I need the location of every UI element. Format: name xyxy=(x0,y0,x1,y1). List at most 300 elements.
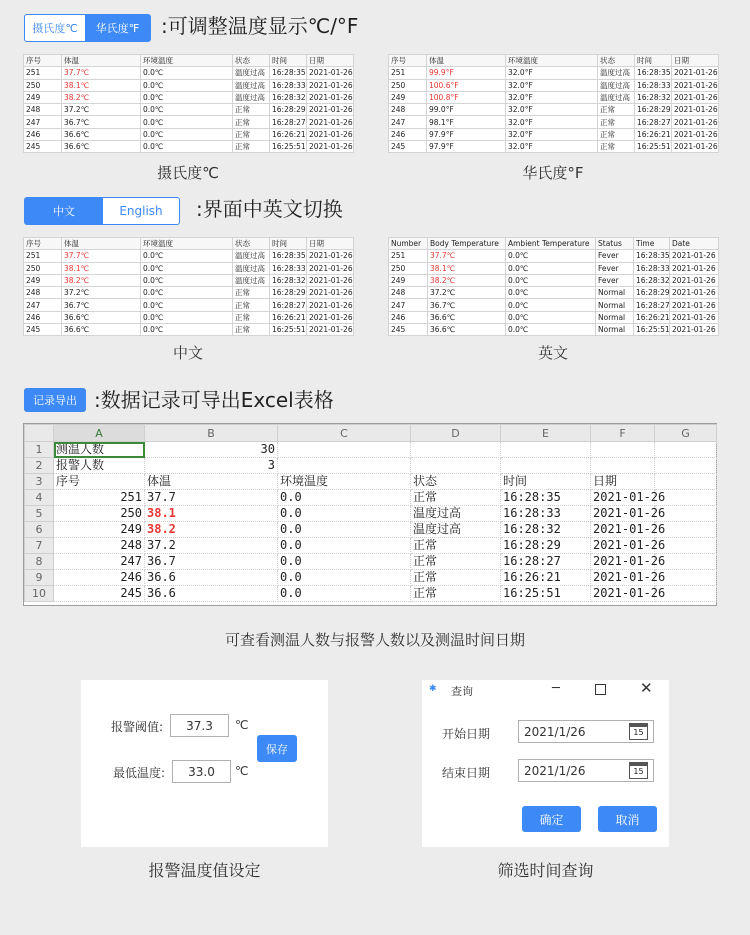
table-cell: 250 xyxy=(389,262,428,274)
sheet-cell[interactable]: 报警人数 xyxy=(54,458,145,474)
sheet-cell[interactable]: 2021-01-26 xyxy=(591,490,655,506)
start-date-label: 开始日期 xyxy=(442,727,491,741)
sheet-cell[interactable]: 249 xyxy=(54,522,145,538)
alarm-settings-panel xyxy=(81,680,328,847)
table-cell: 245 xyxy=(389,141,427,153)
table-cell: 2021-01-26 xyxy=(307,128,354,140)
start-date-value: 2021/1/26 xyxy=(524,724,586,739)
sheet-cell[interactable]: 环境温度 xyxy=(278,474,411,490)
table-cell: 38.2℃ xyxy=(62,274,141,286)
table-cell: 249 xyxy=(24,274,62,286)
table-row[interactable] xyxy=(389,104,719,116)
table-header: 环境温度 xyxy=(141,238,233,250)
table-row[interactable] xyxy=(389,299,719,311)
sheet-cell[interactable] xyxy=(278,442,411,458)
table-cell: 36.6℃ xyxy=(428,324,506,336)
sheet-cell[interactable]: 250 xyxy=(54,506,145,522)
sheet-cell[interactable]: 248 xyxy=(54,538,145,554)
table-row[interactable] xyxy=(24,274,354,286)
table-row[interactable] xyxy=(24,299,354,311)
table-cell: Normal xyxy=(596,299,634,311)
chinese-caption: 中文 xyxy=(172,344,203,362)
sheet-cell[interactable]: 16:28:35 xyxy=(501,490,591,506)
table-row[interactable] xyxy=(389,287,719,299)
sheet-cell[interactable]: 0.0 xyxy=(278,538,411,554)
sheet-cell[interactable]: 序号 xyxy=(54,474,145,490)
table-cell: 正常 xyxy=(598,128,635,140)
sheet-cell[interactable]: 2021-01-26 xyxy=(591,586,655,602)
table-cell: 97.9°F xyxy=(427,141,506,153)
sheet-cell[interactable]: 37.7 xyxy=(145,490,278,506)
export-heading: :数据记录可导出Excel表格 xyxy=(94,388,334,412)
table-cell: 247 xyxy=(24,116,62,128)
table-cell: 246 xyxy=(24,311,62,323)
table-cell: 245 xyxy=(24,324,62,336)
sheet-cell[interactable] xyxy=(655,474,717,490)
sheet-cell[interactable]: 2021-01-26 xyxy=(591,554,655,570)
row-header[interactable]: 2 xyxy=(25,458,54,474)
table-cell: 32.0°F xyxy=(506,116,598,128)
end-date-label: 结束日期 xyxy=(442,766,491,780)
table-cell: 250 xyxy=(24,79,62,91)
table-cell: 37.2℃ xyxy=(428,287,506,299)
sheet-cell[interactable]: 温度过高 xyxy=(411,522,501,538)
sheet-cell[interactable]: 2021-01-26 xyxy=(591,570,655,586)
min-temp-input[interactable] xyxy=(172,760,231,783)
sheet-cell[interactable]: 正常 xyxy=(411,554,501,570)
table-cell: 2021-01-26 xyxy=(670,324,719,336)
table-cell: 16:28:33 xyxy=(635,79,672,91)
column-header[interactable]: A xyxy=(54,425,145,442)
table-row[interactable] xyxy=(24,262,354,274)
table-cell: 16:28:29 xyxy=(270,287,307,299)
table-header: Body Temperature xyxy=(428,238,506,250)
table-cell: 2021-01-26 xyxy=(307,324,354,336)
table-cell: 36.7℃ xyxy=(62,299,141,311)
table-cell: 251 xyxy=(389,67,427,79)
sheet-cell[interactable]: 状态 xyxy=(411,474,501,490)
min-temp-unit: ℃ xyxy=(235,764,249,778)
table-row[interactable] xyxy=(389,67,719,79)
table-cell: 0.0℃ xyxy=(141,324,233,336)
sheet-cell[interactable]: 正常 xyxy=(411,570,501,586)
table-cell: 32.0°F xyxy=(506,67,598,79)
table-header: Time xyxy=(634,238,670,250)
table-header: 体温 xyxy=(427,55,506,67)
table-cell: 0.0℃ xyxy=(506,274,596,286)
sheet-cell[interactable]: 245 xyxy=(54,586,145,602)
sheet-cell[interactable]: 38.2 xyxy=(145,522,278,538)
table-row[interactable] xyxy=(389,324,719,336)
sheet-cell[interactable]: 测温人数 xyxy=(54,442,145,458)
table-cell: 16:28:27 xyxy=(635,116,672,128)
table-cell: 0.0℃ xyxy=(506,262,596,274)
sheet-row xyxy=(25,522,717,538)
table-cell: 16:28:35 xyxy=(270,67,307,79)
sheet-cell[interactable]: 0.0 xyxy=(278,490,411,506)
row-header[interactable]: 4 xyxy=(25,490,54,506)
sheet-cell[interactable]: 3 xyxy=(145,458,278,474)
table-cell: 0.0℃ xyxy=(141,274,233,286)
close-icon[interactable]: ✕ xyxy=(640,679,653,697)
table-cell: 2021-01-26 xyxy=(672,79,719,91)
fahrenheit-toggle-button[interactable]: 华氏度℉ xyxy=(85,15,150,41)
row-header[interactable]: 3 xyxy=(25,474,54,490)
language-toggle xyxy=(24,197,180,225)
sheet-cell[interactable]: 30 xyxy=(145,442,278,458)
confirm-button[interactable]: 确定 xyxy=(522,806,581,832)
sheet-cell[interactable]: 16:26:21 xyxy=(501,570,591,586)
table-cell: 16:28:27 xyxy=(270,116,307,128)
table-header: 序号 xyxy=(24,55,62,67)
table-row[interactable] xyxy=(389,91,719,103)
chinese-toggle-button[interactable]: 中文 xyxy=(25,198,103,224)
sheet-cell[interactable]: 38.1 xyxy=(145,506,278,522)
table-cell: 2021-01-26 xyxy=(307,274,354,286)
table-row[interactable] xyxy=(389,141,719,153)
table-cell: 16:26:21 xyxy=(635,128,672,140)
table-cell: 37.7℃ xyxy=(62,250,141,262)
sheet-cell[interactable]: 16:25:51 xyxy=(501,586,591,602)
table-cell: 正常 xyxy=(233,287,270,299)
table-cell: 2021-01-26 xyxy=(307,141,354,153)
table-cell: 16:28:32 xyxy=(634,274,670,286)
sheet-cell[interactable]: 36.6 xyxy=(145,570,278,586)
table-cell: 2021-01-26 xyxy=(307,262,354,274)
threshold-label: 报警阈值: xyxy=(111,720,164,734)
table-cell: 246 xyxy=(389,311,428,323)
sheet-cell[interactable] xyxy=(591,458,655,474)
table-cell: 正常 xyxy=(598,104,635,116)
sheet-cell[interactable]: 日期 xyxy=(591,474,655,490)
table-cell: 0.0℃ xyxy=(141,287,233,299)
min-temp-value: 33.0 xyxy=(188,764,215,779)
excel-sheet xyxy=(23,423,717,606)
table-cell: 16:28:27 xyxy=(270,299,307,311)
cancel-button[interactable]: 取消 xyxy=(598,806,657,832)
unit-heading: :可调整温度显示℃/°F xyxy=(161,14,359,38)
query-caption: 筛选时间查询 xyxy=(497,861,594,880)
sheet-row xyxy=(25,554,717,570)
end-date-value: 2021/1/26 xyxy=(524,763,586,778)
sheet-cell[interactable]: 0.0 xyxy=(278,570,411,586)
row-header[interactable]: 7 xyxy=(25,538,54,554)
table-cell: 16:28:32 xyxy=(635,91,672,103)
table-cell: 0.0℃ xyxy=(506,299,596,311)
row-header[interactable]: 9 xyxy=(25,570,54,586)
sheet-cell[interactable] xyxy=(501,458,591,474)
sheet-cell[interactable] xyxy=(655,442,717,458)
celsius-toggle-button[interactable]: 摄氏度℃ xyxy=(32,22,78,35)
threshold-unit: ℃ xyxy=(235,718,249,732)
table-cell: 16:28:35 xyxy=(270,250,307,262)
table-cell: 246 xyxy=(24,128,62,140)
table-cell: 0.0℃ xyxy=(141,299,233,311)
table-cell: 16:28:29 xyxy=(635,104,672,116)
table-cell: 38.1℃ xyxy=(428,262,506,274)
sheet-cell[interactable]: 0.0 xyxy=(278,506,411,522)
table-cell: 245 xyxy=(389,324,428,336)
sheet-cell[interactable]: 正常 xyxy=(411,490,501,506)
table-cell: 248 xyxy=(389,287,428,299)
table-cell: 248 xyxy=(24,104,62,116)
column-header[interactable]: F xyxy=(591,425,655,442)
column-header[interactable]: B xyxy=(145,425,278,442)
sheet-cell[interactable]: 0.0 xyxy=(278,554,411,570)
table-cell: Normal xyxy=(596,311,634,323)
threshold-input[interactable] xyxy=(170,714,229,737)
table-cell: 2021-01-26 xyxy=(307,104,354,116)
english-table xyxy=(388,237,719,336)
table-cell: 249 xyxy=(389,91,427,103)
sheet-cell[interactable]: 16:28:27 xyxy=(501,554,591,570)
sheet-cell[interactable]: 2021-01-26 xyxy=(591,506,655,522)
table-cell: 正常 xyxy=(598,141,635,153)
table-cell: 0.0℃ xyxy=(141,141,233,153)
table-cell: 99.0°F xyxy=(427,104,506,116)
sheet-row xyxy=(25,538,717,554)
table-row[interactable] xyxy=(389,311,719,323)
table-cell: 16:28:33 xyxy=(634,262,670,274)
query-dialog xyxy=(422,680,669,847)
table-cell: 温度过高 xyxy=(598,79,635,91)
table-cell: 0.0℃ xyxy=(141,67,233,79)
table-cell: 温度过高 xyxy=(233,262,270,274)
table-row[interactable] xyxy=(24,250,354,262)
table-cell: 16:25:51 xyxy=(270,141,307,153)
table-cell: 249 xyxy=(389,274,428,286)
row-header[interactable]: 8 xyxy=(25,554,54,570)
english-caption: 英文 xyxy=(537,344,568,362)
table-cell: 0.0℃ xyxy=(141,116,233,128)
app-icon: ✱ xyxy=(429,684,437,694)
table-cell: 温度过高 xyxy=(233,67,270,79)
table-cell: 38.2℃ xyxy=(62,91,141,103)
sheet-cell[interactable]: 16:28:32 xyxy=(501,522,591,538)
table-header: 状态 xyxy=(233,238,270,250)
table-cell: 36.7℃ xyxy=(428,299,506,311)
table-cell: 0.0℃ xyxy=(506,287,596,299)
sheet-row xyxy=(25,506,717,522)
table-row[interactable] xyxy=(389,250,719,262)
table-row[interactable] xyxy=(24,141,354,153)
table-cell: 16:28:32 xyxy=(270,274,307,286)
table-row[interactable] xyxy=(24,79,354,91)
column-header[interactable]: E xyxy=(501,425,591,442)
calendar-icon[interactable] xyxy=(629,762,648,779)
table-row[interactable] xyxy=(24,104,354,116)
table-cell: 2021-01-26 xyxy=(670,262,719,274)
table-cell: 16:28:33 xyxy=(270,262,307,274)
table-cell: 38.2℃ xyxy=(428,274,506,286)
table-cell: 16:26:21 xyxy=(270,311,307,323)
maximize-icon[interactable] xyxy=(595,684,606,695)
table-header: 日期 xyxy=(672,55,719,67)
table-cell: 0.0℃ xyxy=(141,79,233,91)
save-button[interactable]: 保存 xyxy=(257,735,297,762)
unit-toggle xyxy=(24,14,151,42)
table-cell: 2021-01-26 xyxy=(670,299,719,311)
sheet-cell[interactable]: 0.0 xyxy=(278,522,411,538)
sheet-cell[interactable]: 体温 xyxy=(145,474,278,490)
column-header[interactable]: D xyxy=(411,425,501,442)
table-header: 环境温度 xyxy=(506,55,598,67)
table-cell: 正常 xyxy=(233,311,270,323)
row-header[interactable]: 10 xyxy=(25,586,54,602)
table-row[interactable] xyxy=(24,91,354,103)
table-cell: 正常 xyxy=(233,141,270,153)
table-row[interactable] xyxy=(24,116,354,128)
calendar-day: 15 xyxy=(633,728,644,737)
english-toggle-button[interactable]: English xyxy=(119,204,163,218)
sheet-cell[interactable]: 36.6 xyxy=(145,586,278,602)
sheet-cell[interactable] xyxy=(411,458,501,474)
table-header: 日期 xyxy=(307,55,354,67)
row-header[interactable]: 1 xyxy=(25,442,54,458)
table-cell: 2021-01-26 xyxy=(307,91,354,103)
table-cell: 2021-01-26 xyxy=(672,141,719,153)
table-cell: 16:25:51 xyxy=(635,141,672,153)
table-header: 状态 xyxy=(233,55,270,67)
table-cell: 2021-01-26 xyxy=(307,287,354,299)
table-cell: 正常 xyxy=(233,104,270,116)
table-cell: 2021-01-26 xyxy=(307,116,354,128)
table-cell: 250 xyxy=(389,79,427,91)
row-header[interactable]: 6 xyxy=(25,522,54,538)
table-cell: 16:25:51 xyxy=(634,324,670,336)
table-cell: 2021-01-26 xyxy=(670,287,719,299)
sheet-cell[interactable] xyxy=(591,442,655,458)
table-cell: 32.0°F xyxy=(506,104,598,116)
table-cell: 245 xyxy=(24,141,62,153)
table-header: 体温 xyxy=(62,55,141,67)
table-header: 序号 xyxy=(24,238,62,250)
table-header: Date xyxy=(670,238,719,250)
table-cell: 温度过高 xyxy=(233,91,270,103)
table-cell: 0.0℃ xyxy=(141,250,233,262)
table-cell: 32.0°F xyxy=(506,128,598,140)
sheet-cell[interactable]: 正常 xyxy=(411,586,501,602)
select-all-corner[interactable] xyxy=(25,425,54,442)
table-cell: 正常 xyxy=(233,324,270,336)
table-header: Number xyxy=(389,238,428,250)
table-cell: 98.1°F xyxy=(427,116,506,128)
threshold-value: 37.3 xyxy=(186,718,213,733)
sheet-cell[interactable]: 246 xyxy=(54,570,145,586)
sheet-cell[interactable]: 247 xyxy=(54,554,145,570)
table-row[interactable] xyxy=(24,311,354,323)
table-cell: 2021-01-26 xyxy=(670,250,719,262)
sheet-cell[interactable]: 36.7 xyxy=(145,554,278,570)
table-cell: 2021-01-26 xyxy=(307,67,354,79)
sheet-cell[interactable]: 0.0 xyxy=(278,586,411,602)
table-cell: 32.0°F xyxy=(506,79,598,91)
table-header: Status xyxy=(596,238,634,250)
table-row[interactable] xyxy=(389,79,719,91)
table-cell: 248 xyxy=(389,104,427,116)
table-cell: 0.0℃ xyxy=(506,324,596,336)
sheet-cell[interactable]: 16:28:29 xyxy=(501,538,591,554)
sheet-cell[interactable]: 37.2 xyxy=(145,538,278,554)
table-cell: Fever xyxy=(596,250,634,262)
table-cell: Fever xyxy=(596,274,634,286)
sheet-cell[interactable] xyxy=(501,442,591,458)
sheet-cell[interactable] xyxy=(655,458,717,474)
table-row[interactable] xyxy=(24,128,354,140)
minimize-icon[interactable]: ─ xyxy=(552,681,560,696)
table-cell: 2021-01-26 xyxy=(672,67,719,79)
table-cell: 247 xyxy=(389,299,428,311)
table-cell: 37.2℃ xyxy=(62,287,141,299)
table-row[interactable] xyxy=(24,324,354,336)
sheet-cell[interactable]: 2021-01-26 xyxy=(591,522,655,538)
sheet-cell[interactable]: 正常 xyxy=(411,538,501,554)
calendar-icon[interactable] xyxy=(629,723,648,740)
table-row[interactable] xyxy=(389,274,719,286)
row-header[interactable]: 5 xyxy=(25,506,54,522)
table-cell: 251 xyxy=(24,250,62,262)
table-cell: 247 xyxy=(24,299,62,311)
table-cell: 36.7℃ xyxy=(62,116,141,128)
table-row[interactable] xyxy=(24,67,354,79)
table-row[interactable] xyxy=(389,128,719,140)
sheet-cell[interactable] xyxy=(411,442,501,458)
table-cell: 2021-01-26 xyxy=(307,79,354,91)
sheet-cell[interactable]: 时间 xyxy=(501,474,591,490)
table-cell: 100.6°F xyxy=(427,79,506,91)
table-row[interactable] xyxy=(389,116,719,128)
table-cell: 温度过高 xyxy=(598,67,635,79)
fahrenheit-caption: 华氏度°F xyxy=(522,164,584,182)
table-cell: 正常 xyxy=(233,116,270,128)
sheet-cell[interactable]: 251 xyxy=(54,490,145,506)
table-cell: 2021-01-26 xyxy=(670,274,719,286)
table-cell: 2021-01-26 xyxy=(672,128,719,140)
excel-caption: 可查看测温人数与报警人数以及测温时间日期 xyxy=(224,631,525,649)
table-header: 体温 xyxy=(62,238,141,250)
column-header[interactable]: G xyxy=(655,425,717,442)
table-row[interactable] xyxy=(389,262,719,274)
table-cell: 248 xyxy=(24,287,62,299)
table-cell: 2021-01-26 xyxy=(672,116,719,128)
table-cell: 正常 xyxy=(233,128,270,140)
table-header: 状态 xyxy=(598,55,635,67)
table-cell: 16:28:29 xyxy=(270,104,307,116)
chinese-table xyxy=(23,237,354,336)
table-cell: 36.6℃ xyxy=(62,141,141,153)
table-cell: 251 xyxy=(389,250,428,262)
sheet-cell[interactable]: 2021-01-26 xyxy=(591,538,655,554)
dialog-title: 查询 xyxy=(451,685,473,698)
min-temp-label: 最低温度: xyxy=(113,766,166,780)
table-header: 日期 xyxy=(307,238,354,250)
column-header[interactable]: C xyxy=(278,425,411,442)
table-cell: 温度过高 xyxy=(233,274,270,286)
table-cell: 正常 xyxy=(233,299,270,311)
table-cell: 2021-01-26 xyxy=(672,91,719,103)
table-cell: 37.7℃ xyxy=(62,67,141,79)
table-cell: 0.0℃ xyxy=(506,311,596,323)
table-cell: 温度过高 xyxy=(233,79,270,91)
table-cell: 16:28:33 xyxy=(270,79,307,91)
sheet-cell[interactable]: 16:28:33 xyxy=(501,506,591,522)
table-row[interactable] xyxy=(24,287,354,299)
table-cell: 16:28:32 xyxy=(270,91,307,103)
sheet-row xyxy=(25,490,717,506)
sheet-cell[interactable] xyxy=(278,458,411,474)
export-records-button[interactable]: 记录导出 xyxy=(24,388,86,412)
sheet-cell[interactable]: 温度过高 xyxy=(411,506,501,522)
